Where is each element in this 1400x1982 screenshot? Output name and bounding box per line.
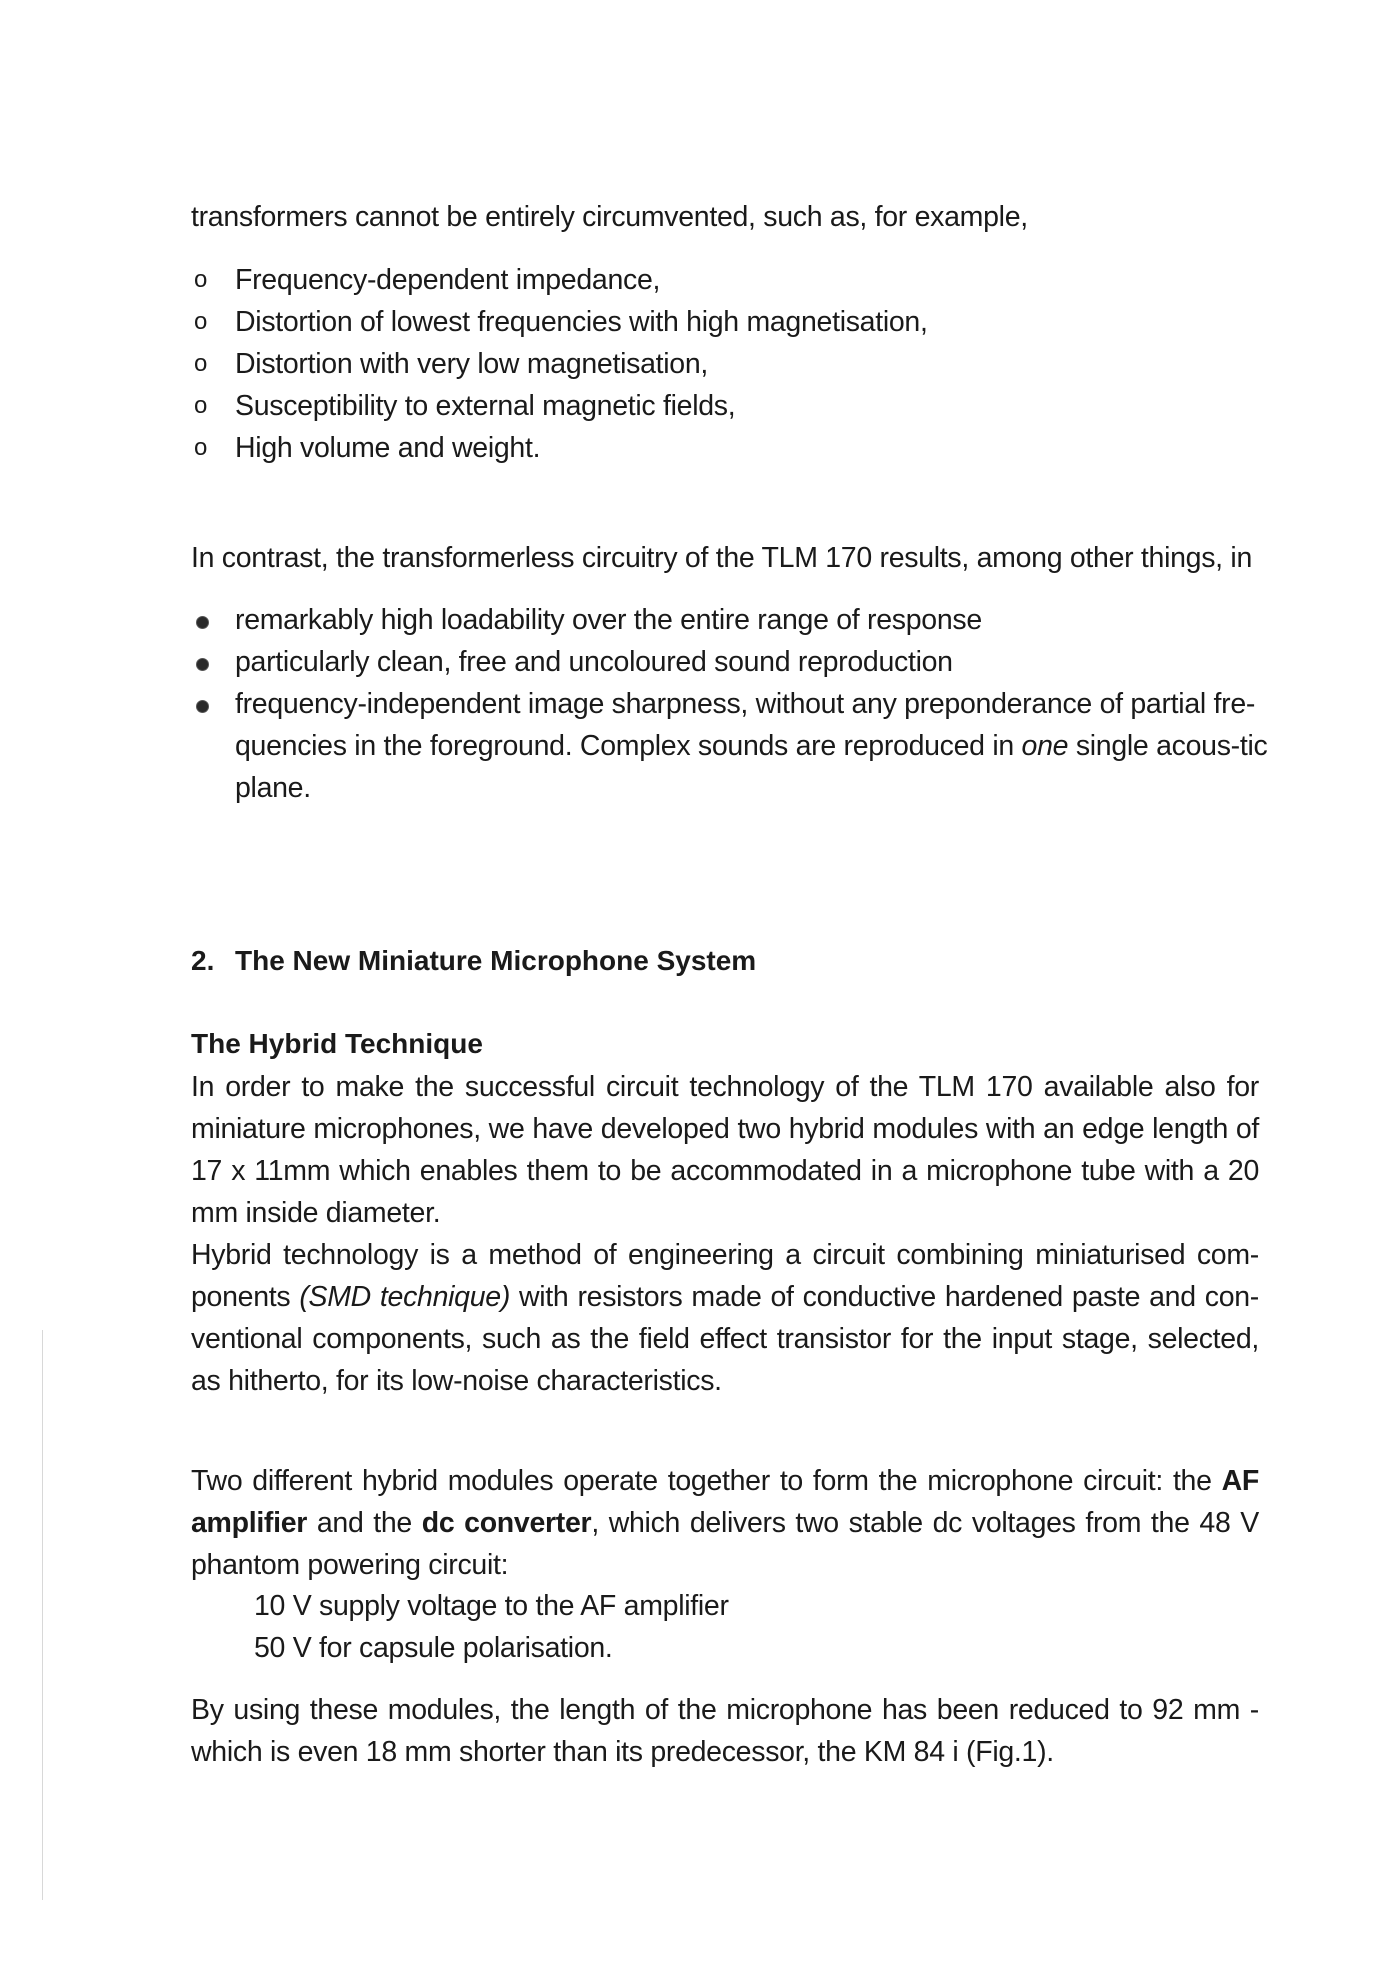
dot-bullet-icon	[196, 700, 209, 713]
modules-text-before: Two different hybrid modules operate together to form the microphone circuit: the	[191, 1465, 1222, 1497]
af-amplifier-bold: AF amplifier	[191, 1465, 1259, 1539]
list-item	[191, 683, 1271, 809]
list-item	[191, 343, 1271, 385]
section-heading	[191, 940, 756, 982]
drawbacks-list	[191, 259, 1271, 469]
modules-paragraph	[191, 1460, 1259, 1586]
list-item-text: Susceptibility to external magnetic fields,	[235, 390, 736, 422]
list-item-text: Distortion with very low magnetisation,	[235, 348, 708, 380]
hybrid-paragraph-part1: In order to make the successful circuit technology of the TLM 170 available also for miniature microphones, we have developed two hybrid modules with an edge length of 17 x 11mm which enables them to be accommodated in a microphone tube with a 20 mm inside diameter.	[191, 1071, 1259, 1229]
modules-text-middle: and the	[307, 1507, 422, 1539]
list-item-text-before: frequency-independent image sharpness, without any preponderance of partial fre-quencies in the foreground. Complex sounds are reproduced in	[235, 688, 1256, 762]
section-number: 2.	[191, 945, 215, 976]
hybrid-paragraph-part2: Hybrid technology is a method of engineering a circuit combining miniaturised com-ponents	[191, 1239, 1259, 1313]
o-bullet: o	[194, 434, 208, 461]
supply-line: 50 V for capsule polarisation.	[254, 1632, 613, 1664]
o-bullet: o	[194, 266, 208, 293]
list-item	[191, 301, 1271, 343]
hybrid-paragraph-part2-after: with resistors made of conductive hardened paste and con-ventional components, such as the field effect transistor for the input stage, selected, as hitherto, for its low-noise characteristics.	[191, 1281, 1259, 1397]
list-item-text: Distortion of lowest frequencies with high magnetisation,	[235, 306, 928, 338]
smd-emphasis: (SMD technique)	[299, 1281, 511, 1313]
list-item-text: particularly clean, free and uncoloured sound reproduction	[235, 646, 953, 678]
section-title: The New Miniature Microphone System	[235, 945, 757, 976]
intro-line: transformers cannot be entirely circumvented, such as, for example,	[191, 201, 1028, 233]
dot-bullet-icon	[196, 658, 209, 671]
scan-margin-line	[42, 1330, 43, 1900]
o-bullet: o	[194, 392, 208, 419]
subsection-heading: The Hybrid Technique	[191, 1028, 483, 1059]
modules-text-after: , which delivers two stable dc voltages from the 48 V phantom powering circuit:	[191, 1507, 1259, 1581]
list-item	[191, 599, 1271, 641]
hybrid-paragraph	[191, 1066, 1259, 1402]
list-item	[191, 427, 1271, 469]
list-item-text-after: single acous-tic plane.	[235, 730, 1268, 804]
list-item	[191, 259, 1271, 301]
list-item-text: Frequency-dependent impedance,	[235, 264, 661, 296]
length-paragraph: By using these modules, the length of the microphone has been reduced to 92 mm - which is even 18 mm shorter than its predecessor, the KM 84 i (Fig.1).	[191, 1694, 1259, 1768]
advantages-list	[191, 599, 1271, 809]
list-item-text: High volume and weight.	[235, 432, 541, 464]
list-item-text: remarkably high loadability over the entire range of response	[235, 604, 982, 636]
o-bullet: o	[194, 308, 208, 335]
list-item	[191, 641, 1271, 683]
list-item	[191, 385, 1271, 427]
contrast-line: In contrast, the transformerless circuitry of the TLM 170 results, among other things, in	[191, 542, 1253, 574]
dc-converter-bold: dc converter	[421, 1507, 592, 1539]
o-bullet: o	[194, 350, 208, 377]
supply-line: 10 V supply voltage to the AF amplifier	[254, 1590, 729, 1622]
dot-bullet-icon	[196, 616, 209, 629]
emphasis-text: one	[1021, 730, 1069, 762]
